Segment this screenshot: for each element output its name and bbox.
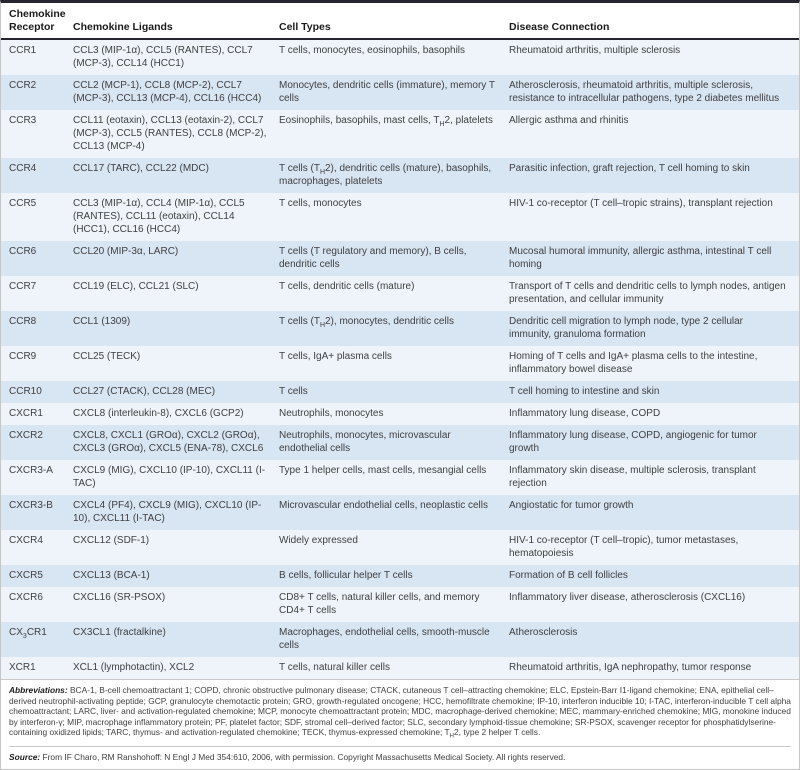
cell-cell-types: T cells $(T_H2)$, monocytes, dendritic cells bbox=[279, 316, 454, 329]
cell-receptor: CCR1 bbox=[9, 45, 37, 56]
table-row bbox=[1, 530, 799, 565]
cell-ligands: CXCL13 (BCA-1) bbox=[73, 570, 150, 581]
column-header-chemokine-receptor: Chemokine Receptor bbox=[9, 8, 66, 33]
cell-ligands: CCL11 (eotaxin), CCL13 (eotaxin-2), CCL7 (MCP-3), CCL5 (RANTES), CCL8 (MCP-2), CCL13 (MCP-4) bbox=[73, 115, 267, 152]
cell-ligands: CCL1 (1309) bbox=[73, 316, 131, 327]
cell-ligands: CCL3 (MIP-1α), CCL4 (MIP-1α), CCL5 (RANTES), CCL11 (eotaxin), CCL14 (HCC1), CCL16 (HCC4) bbox=[73, 198, 245, 235]
cell-ligands: CCL2 (MCP-1), CCL8 (MCP-2), CCL7 (MCP-3), CCL13 (MCP-4), CCL16 (HCC4) bbox=[73, 80, 262, 104]
cell-ligands: CXCL9 (MIG), CXCL10 (IP-10), CXCL11 (I-TAC) bbox=[73, 465, 266, 489]
table-row bbox=[1, 276, 799, 311]
cell-cell-types: T cells, IgA+ plasma cells bbox=[279, 351, 392, 362]
table-row bbox=[1, 622, 799, 657]
cell-receptor: XCR1 bbox=[9, 662, 36, 673]
cell-disease-connection: Dendritic cell migration to lymph node, type 2 cellular immunity, granuloma formation bbox=[509, 316, 743, 340]
cell-ligands: CCL25 (TECK) bbox=[73, 351, 141, 362]
cell-ligands: CXCL8 (interleukin-8), CXCL6 (GCP2) bbox=[73, 408, 244, 419]
table-row bbox=[1, 346, 799, 381]
cell-disease-connection: Inflammatory liver disease, atherosclerosis (CXCL16) bbox=[509, 592, 746, 603]
cell-disease-connection: Atherosclerosis, rheumatoid arthritis, multiple sclerosis, resistance to intracellular pathogens, type 2 diabetes mellitus bbox=[509, 80, 780, 104]
cell-receptor: CCR7 bbox=[9, 281, 37, 292]
table-row bbox=[1, 381, 799, 403]
cell-cell-types: T cells (T regulatory and memory), B cells, dendritic cells bbox=[279, 246, 467, 270]
cell-receptor: CXCR5 bbox=[9, 570, 43, 581]
table-row bbox=[1, 75, 799, 110]
cell-receptor: CCR8 bbox=[9, 316, 37, 327]
abbreviations-block bbox=[1, 679, 799, 742]
cell-cell-types: T cells, natural killer cells bbox=[279, 662, 390, 673]
cell-disease-connection: HIV-1 co-receptor (T cell–tropic strains), transplant rejection bbox=[509, 198, 773, 209]
table-row bbox=[1, 565, 799, 587]
cell-disease-connection: Rheumatoid arthritis, multiple sclerosis bbox=[509, 45, 681, 56]
cell-cell-types: T cells, dendritic cells (mature) bbox=[279, 281, 415, 292]
cell-disease-connection: Inflammatory skin disease, multiple sclerosis, transplant rejection bbox=[509, 465, 756, 489]
cell-disease-connection: Inflammatory lung disease, COPD bbox=[509, 408, 661, 419]
table-row bbox=[1, 311, 799, 346]
cell-disease-connection: HIV-1 co-receptor (T cell–tropic), tumor metastases, hematopoiesis bbox=[509, 535, 739, 559]
cell-cell-types: T cells $(T_H2)$, dendritic cells (mature), basophils, macrophages, platelets bbox=[279, 163, 492, 187]
table-row bbox=[1, 158, 799, 193]
cell-disease-connection: Transport of T cells and dendritic cells to lymph nodes, antigen presentation, and cellular immunity bbox=[509, 281, 786, 305]
table-row bbox=[1, 241, 799, 276]
table-row bbox=[1, 657, 799, 679]
cell-ligands: CCL27 (CTACK), CCL28 (MEC) bbox=[73, 386, 216, 397]
table-row bbox=[1, 40, 799, 75]
cell-receptor: CCR6 bbox=[9, 246, 37, 257]
cell-ligands: XCL1 (lymphotactin), XCL2 bbox=[73, 662, 195, 673]
cell-cell-types: Neutrophils, monocytes bbox=[279, 408, 384, 419]
table-row bbox=[1, 587, 799, 622]
cell-disease-connection: Inflammatory lung disease, COPD, angiogenic for tumor growth bbox=[509, 430, 757, 454]
table-row bbox=[1, 425, 799, 460]
cell-receptor: CCR10 bbox=[9, 386, 42, 397]
cell-cell-types: Macrophages, endothelial cells, smooth-muscle cells bbox=[279, 627, 490, 651]
cell-receptor: CCR3 bbox=[9, 115, 37, 126]
cell-cell-types: Widely expressed bbox=[279, 535, 358, 546]
cell-disease-connection: Allergic asthma and rhinitis bbox=[509, 115, 629, 126]
cell-receptor: CXCR3-B bbox=[9, 500, 53, 511]
cell-disease-connection: Homing of T cells and IgA+ plasma cells to the intestine, inflammatory bowel disease bbox=[509, 351, 758, 375]
cell-disease-connection: Parasitic infection, graft rejection, T cell homing to skin bbox=[509, 163, 750, 174]
cell-disease-connection: T cell homing to intestine and skin bbox=[509, 386, 660, 397]
abbreviations-label: Abbreviations: bbox=[9, 685, 68, 695]
cell-disease-connection: Formation of B cell follicles bbox=[509, 570, 628, 581]
cell-receptor: CCR9 bbox=[9, 351, 37, 362]
table-row bbox=[1, 495, 799, 530]
table-body bbox=[1, 40, 799, 679]
cell-receptor: CXCR3-A bbox=[9, 465, 53, 476]
cell-cell-types: Eosinophils, basophils, mast cells, $T_H2$, platelets bbox=[279, 115, 493, 128]
cell-ligands: CCL3 (MIP-1α), CCL5 (RANTES), CCL7 (MCP-3), CCL14 (HCC1) bbox=[73, 45, 253, 69]
table-row bbox=[1, 403, 799, 425]
source-text: From IF Charo, RM Ranshohoff: N Engl J Med 354:610, 2006, with permission. Copyright Massachusetts Medical Society. All rights reserved. bbox=[42, 751, 566, 762]
column-header-disease-connection: Disease Connection bbox=[509, 21, 610, 33]
cell-receptor: CXCR2 bbox=[9, 430, 43, 441]
cell-cell-types: Type 1 helper cells, mast cells, mesangial cells bbox=[279, 465, 487, 476]
cell-ligands: CX3CL1 (fractalkine) bbox=[73, 627, 166, 638]
cell-ligands: CCL19 (ELC), CCL21 (SLC) bbox=[73, 281, 199, 292]
cell-cell-types: T cells bbox=[279, 386, 308, 397]
cell-cell-types: Neutrophils, monocytes, microvascular endothelial cells bbox=[279, 430, 451, 454]
cell-receptor: CXCR6 bbox=[9, 592, 43, 603]
cell-receptor: CXCR1 bbox=[9, 408, 43, 419]
cell-cell-types: Microvascular endothelial cells, neoplastic cells bbox=[279, 500, 488, 511]
cell-disease-connection: Atherosclerosis bbox=[509, 627, 578, 638]
cell-disease-connection: Mucosal humoral immunity, allergic asthma, intestinal T cell homing bbox=[509, 246, 772, 270]
cell-ligands: CXCL8, CXCL1 (GROα), CXCL2 (GROα), CXCL3 (GROα), CXCL5 (ENA-78), CXCL6 bbox=[73, 430, 264, 454]
cell-disease-connection: Angiostatic for tumor growth bbox=[509, 500, 634, 511]
table-row bbox=[1, 460, 799, 495]
cell-cell-types: CD8+ T cells, natural killer cells, and memory CD4+ T cells bbox=[279, 592, 480, 616]
column-header-cell-types: Cell Types bbox=[279, 21, 331, 33]
table-row bbox=[1, 193, 799, 241]
column-header-chemokine-ligands: Chemokine Ligands bbox=[73, 21, 173, 33]
cell-receptor: $CX_3CR1$ bbox=[9, 627, 47, 640]
cell-cell-types: Monocytes, dendritic cells (immature), memory T cells bbox=[279, 80, 495, 104]
cell-disease-connection: Rheumatoid arthritis, IgA nephropathy, tumor response bbox=[509, 662, 752, 673]
cell-receptor: CCR5 bbox=[9, 198, 37, 209]
cell-ligands: CCL20 (MIP-3α, LARC) bbox=[73, 246, 179, 257]
cell-receptor: CCR4 bbox=[9, 163, 37, 174]
cell-cell-types: T cells, monocytes, eosinophils, basophils bbox=[279, 45, 466, 56]
cell-ligands: CXCL4 (PF4), CXCL9 (MIG), CXCL10 (IP-10), CXCL11 (I-TAC) bbox=[73, 500, 262, 524]
cell-ligands: CXCL12 (SDF-1) bbox=[73, 535, 150, 546]
cell-cell-types: T cells, monocytes bbox=[279, 198, 362, 209]
table-row bbox=[1, 110, 799, 158]
source-label: Source: bbox=[9, 751, 41, 762]
cell-ligands: CXCL16 (SR-PSOX) bbox=[73, 592, 166, 603]
cell-cell-types: B cells, follicular helper T cells bbox=[279, 570, 413, 581]
source-block bbox=[9, 746, 791, 769]
cell-receptor: CCR2 bbox=[9, 80, 37, 91]
cell-ligands: CCL17 (TARC), CCL22 (MDC) bbox=[73, 163, 209, 174]
table-header-row bbox=[1, 3, 799, 40]
abbreviations-text: BCA-1, B-cell chemoattractant 1; COPD, chronic obstructive pulmonary disease; CTACK, cutaneous T cell–attracting chemokine; ELC, Epstein-Barr I1-ligand chemokine; ENA, epithelial cell–derived neutrophil-activating peptide; GCP, granulocyte chemotactic protein; GRO, growth-regulated oncogene; HCC, hemofiltrate chemokine; IP-10, interferon inducible 10; I-TAC, interferon-inducible T cell alpha chemoattractant; LARC, liver- and activation-regulated chemokine; MCP, monocyte chemoattractant protein; MDC, macrophage-derived chemokine; MEC, mammary-enriched chemokine; MIG, monokine induced by interferon-γ; MIP, macrophage inflammatory protein; PF, platelet factor; SDF, stromal cell–derived factor; SLC, secondary lymphoid-tissue chemokine; SR-PSOX, scavenger receptor for phosphatidylserine-containing oxidized lipids; TARC, thymus- and activation-regulated chemokine; TECK, thymus-expressed chemokine; $T_H2$, type 2 helper T cells. bbox=[9, 685, 791, 741]
cell-receptor: CXCR4 bbox=[9, 535, 43, 546]
